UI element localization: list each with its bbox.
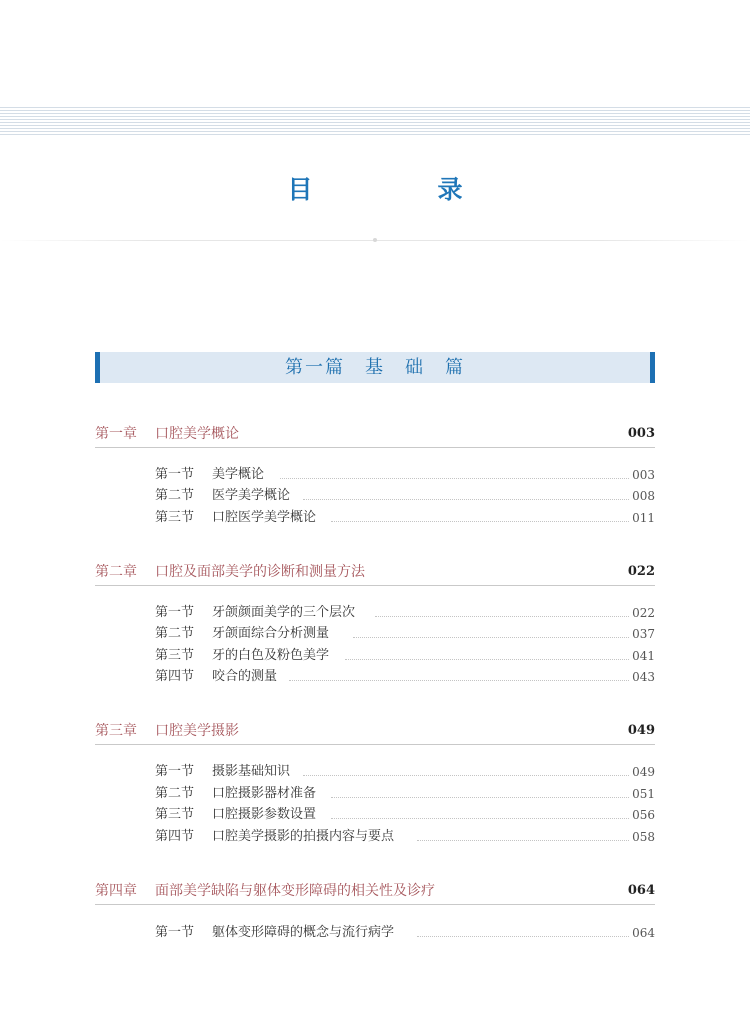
section-label: 第二节 bbox=[155, 626, 195, 641]
section-4-1-entry[interactable] bbox=[155, 923, 655, 943]
section-2-4-entry[interactable] bbox=[155, 667, 655, 687]
dot-leader bbox=[303, 499, 629, 500]
section-page-number: 008 bbox=[632, 489, 655, 503]
chapter-title: 口腔美学概论 bbox=[155, 426, 239, 442]
section-label: 第一节 bbox=[155, 605, 195, 620]
section-page-number: 037 bbox=[632, 627, 655, 641]
chapter-title: 口腔美学摄影 bbox=[155, 723, 239, 739]
section-title: 美学概论 bbox=[212, 467, 265, 482]
section-title: 口腔医学美学概论 bbox=[212, 510, 317, 525]
title-divider-dot bbox=[373, 238, 377, 242]
section-title: 医学美学概论 bbox=[212, 488, 291, 503]
section-page-number: 051 bbox=[632, 787, 655, 801]
section-3-4-entry[interactable] bbox=[155, 827, 655, 847]
part-title: 第一篇 基 础 篇 bbox=[285, 357, 465, 378]
section-label: 第三节 bbox=[155, 510, 195, 525]
section-page-number: 003 bbox=[632, 468, 655, 482]
section-title: 口腔摄影参数设置 bbox=[212, 807, 317, 822]
section-title: 牙的白色及粉色美学 bbox=[212, 648, 330, 663]
section-title: 牙颌颜面美学的三个层次 bbox=[212, 605, 356, 620]
dot-leader bbox=[331, 818, 629, 819]
dot-leader bbox=[375, 616, 629, 617]
chapter-page-number: 022 bbox=[627, 564, 655, 579]
section-label: 第二节 bbox=[155, 488, 195, 503]
section-1-3-entry[interactable] bbox=[155, 508, 655, 528]
section-label: 第一节 bbox=[155, 467, 195, 482]
section-title: 摄影基础知识 bbox=[212, 764, 291, 779]
section-label: 第四节 bbox=[155, 669, 195, 684]
section-title: 牙颌面综合分析测量 bbox=[212, 626, 330, 641]
section-3-1-entry[interactable] bbox=[155, 762, 655, 782]
dot-leader bbox=[289, 680, 629, 681]
section-page-number: 064 bbox=[632, 926, 655, 940]
section-3-2-entry[interactable] bbox=[155, 784, 655, 804]
part-banner bbox=[95, 352, 655, 383]
chapter-label: 第二章 bbox=[95, 564, 137, 580]
page-title: 目 录 bbox=[287, 175, 513, 204]
section-page-number: 058 bbox=[632, 830, 655, 844]
chapter-page-number: 049 bbox=[627, 723, 655, 738]
section-page-number: 011 bbox=[632, 511, 655, 525]
dot-leader bbox=[331, 521, 629, 522]
chapter-4-entry[interactable] bbox=[95, 880, 655, 905]
section-page-number: 022 bbox=[632, 606, 655, 620]
section-title: 咬合的测量 bbox=[212, 669, 278, 684]
section-label: 第四节 bbox=[155, 829, 195, 844]
section-label: 第三节 bbox=[155, 807, 195, 822]
chapter-2-entry[interactable] bbox=[95, 561, 655, 586]
chapter-title: 面部美学缺陷与躯体变形障碍的相关性及诊疗 bbox=[155, 883, 435, 899]
chapter-title: 口腔及面部美学的诊断和测量方法 bbox=[155, 564, 365, 580]
section-label: 第一节 bbox=[155, 764, 195, 779]
section-1-1-entry[interactable] bbox=[155, 465, 655, 485]
dot-leader bbox=[417, 840, 629, 841]
section-3-3-entry[interactable] bbox=[155, 805, 655, 825]
chapter-1-entry[interactable] bbox=[95, 423, 655, 448]
dot-leader bbox=[353, 637, 629, 638]
section-label: 第三节 bbox=[155, 648, 195, 663]
chapter-page-number: 064 bbox=[627, 883, 655, 898]
dot-leader bbox=[331, 797, 629, 798]
chapter-label: 第一章 bbox=[95, 426, 137, 442]
dot-leader bbox=[417, 936, 629, 937]
section-2-2-entry[interactable] bbox=[155, 624, 655, 644]
chapter-label: 第四章 bbox=[95, 883, 137, 899]
section-2-3-entry[interactable] bbox=[155, 646, 655, 666]
section-title: 躯体变形障碍的概念与流行病学 bbox=[212, 925, 395, 940]
section-2-1-entry[interactable] bbox=[155, 603, 655, 623]
section-page-number: 041 bbox=[632, 649, 655, 663]
section-page-number: 043 bbox=[632, 670, 655, 684]
section-title: 口腔美学摄影的拍摄内容与要点 bbox=[212, 829, 395, 844]
section-title: 口腔摄影器材准备 bbox=[212, 786, 317, 801]
section-1-2-entry[interactable] bbox=[155, 486, 655, 506]
section-page-number: 056 bbox=[632, 808, 655, 822]
chapter-label: 第三章 bbox=[95, 723, 137, 739]
dot-leader bbox=[345, 659, 629, 660]
section-page-number: 049 bbox=[632, 765, 655, 779]
dot-leader bbox=[303, 775, 629, 776]
section-label: 第一节 bbox=[155, 925, 195, 940]
chapter-page-number: 003 bbox=[627, 426, 655, 441]
chapter-3-entry[interactable] bbox=[95, 720, 655, 745]
dot-leader bbox=[280, 478, 629, 479]
section-label: 第二节 bbox=[155, 786, 195, 801]
header-stripe-decoration bbox=[0, 107, 750, 137]
